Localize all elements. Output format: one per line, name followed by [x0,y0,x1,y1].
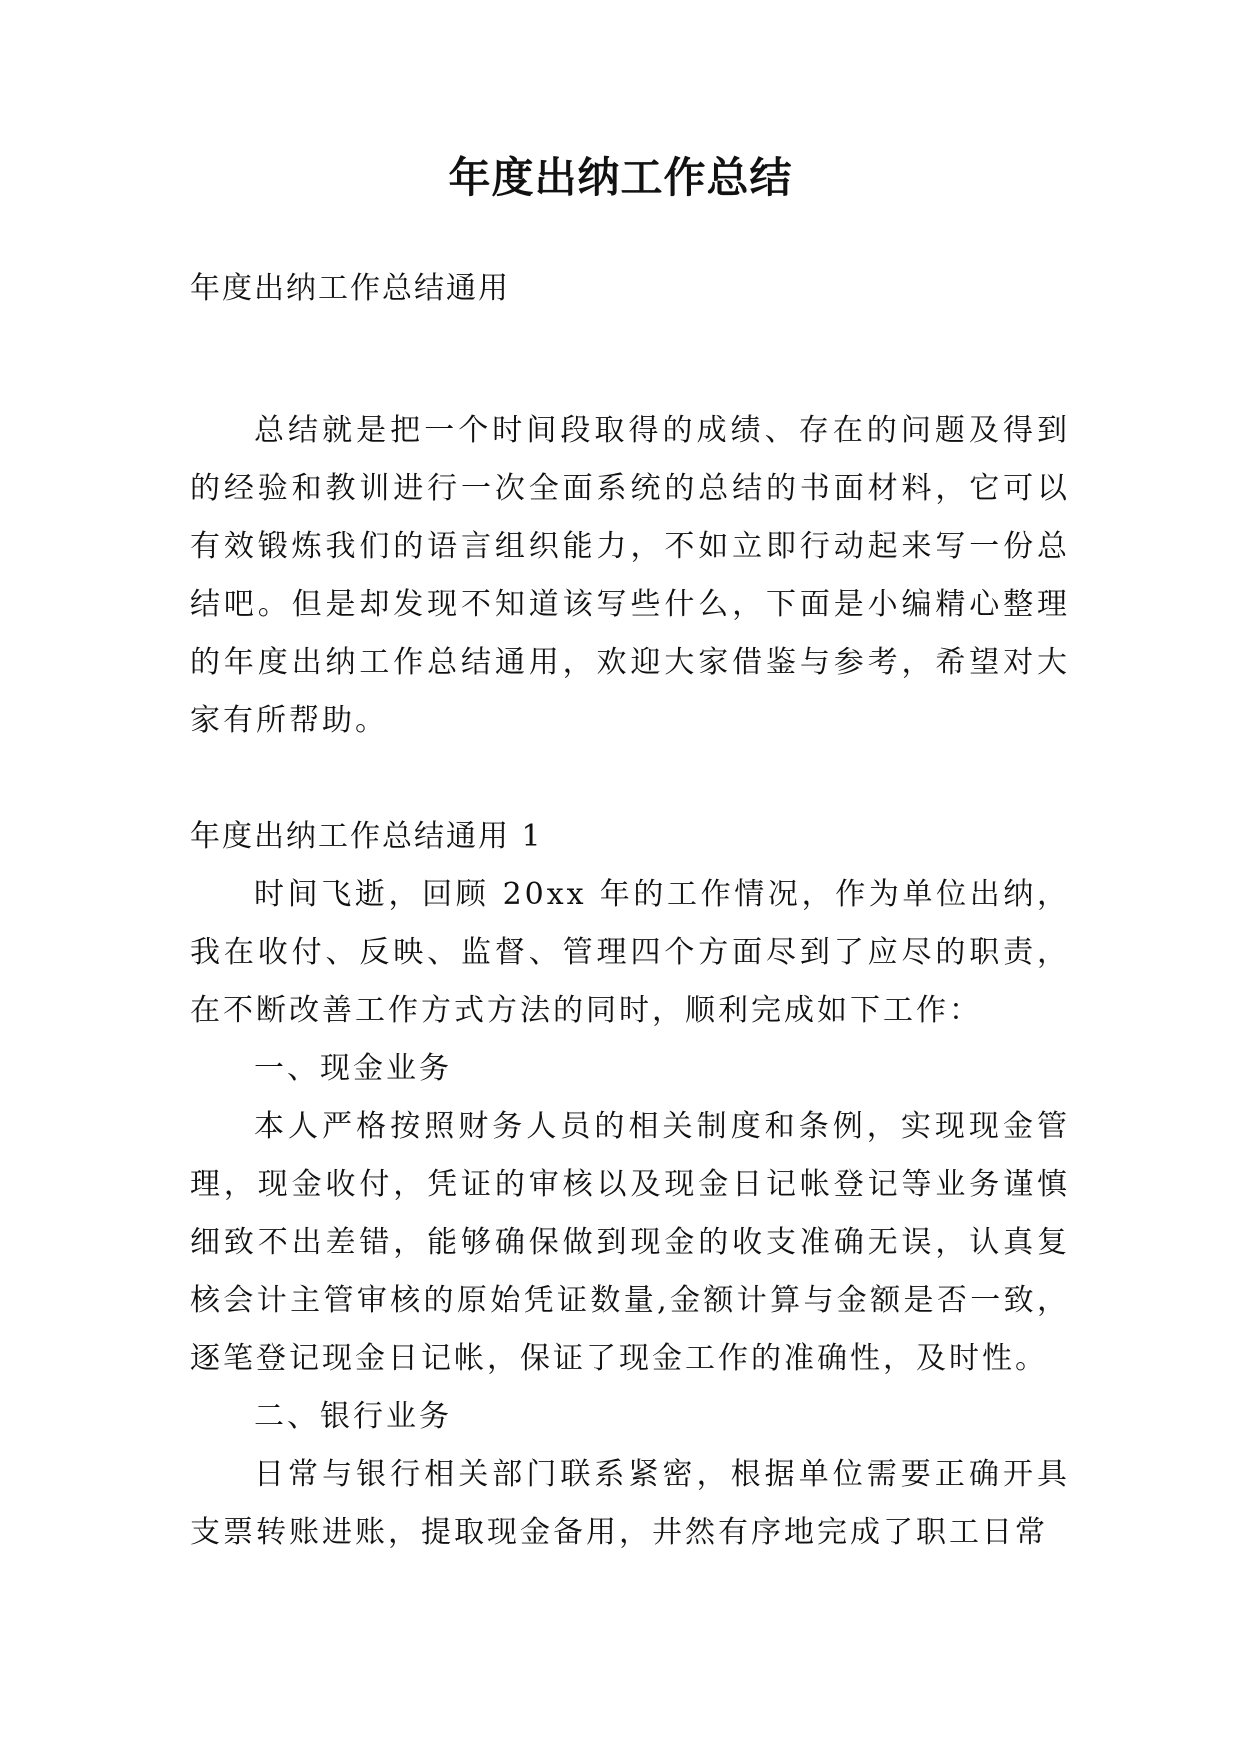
section-1-paragraph-1: 时间飞逝，回顾 20xx 年的工作情况，作为单位出纳，我在收付、反映、监督、管理四个方面尽到了应尽的职责，在不断改善工作方式方法的同时，顺利完成如下工作： [190,877,1070,1028]
bank-business-paragraph: 日常与银行相关部门联系紧密，根据单位需要正确开具支票转账进账，提取现金备用，井然有序地完成了职工日常 [190,1457,1070,1550]
cash-business-heading: 一、现金业务 [254,1051,452,1086]
bank-business-heading: 二、银行业务 [254,1399,452,1434]
section-1-heading: 年度出纳工作总结通用 1 [190,819,543,854]
intro-paragraph: 总结就是把一个时间段取得的成绩、存在的问题及得到的经验和教训进行一次全面系统的总结的书面材料，它可以有效锻炼我们的语言组织能力，不如立即行动起来写一份总结吧。但是却发现不知道该写些什么，下面是小编精心整理的年度出纳工作总结通用，欢迎大家借鉴与参考，希望对大家有所帮助。 [190,413,1070,738]
section-1 [190,808,1070,1562]
document-title: 年度出纳工作总结 [448,153,793,202]
document-subtitle: 年度出纳工作总结通用 [190,271,510,306]
cash-business-paragraph: 本人严格按照财务人员的相关制度和条例，实现现金管理，现金收付，凭证的审核以及现金日记帐登记等业务谨慎细致不出差错，能够确保做到现金的收支准确无误，认真复核会计主管审核的原始凭证数量,金额计算与金额是否一致，逐笔登记现金日记帐，保证了现金工作的准确性，及时性。 [190,1109,1070,1376]
